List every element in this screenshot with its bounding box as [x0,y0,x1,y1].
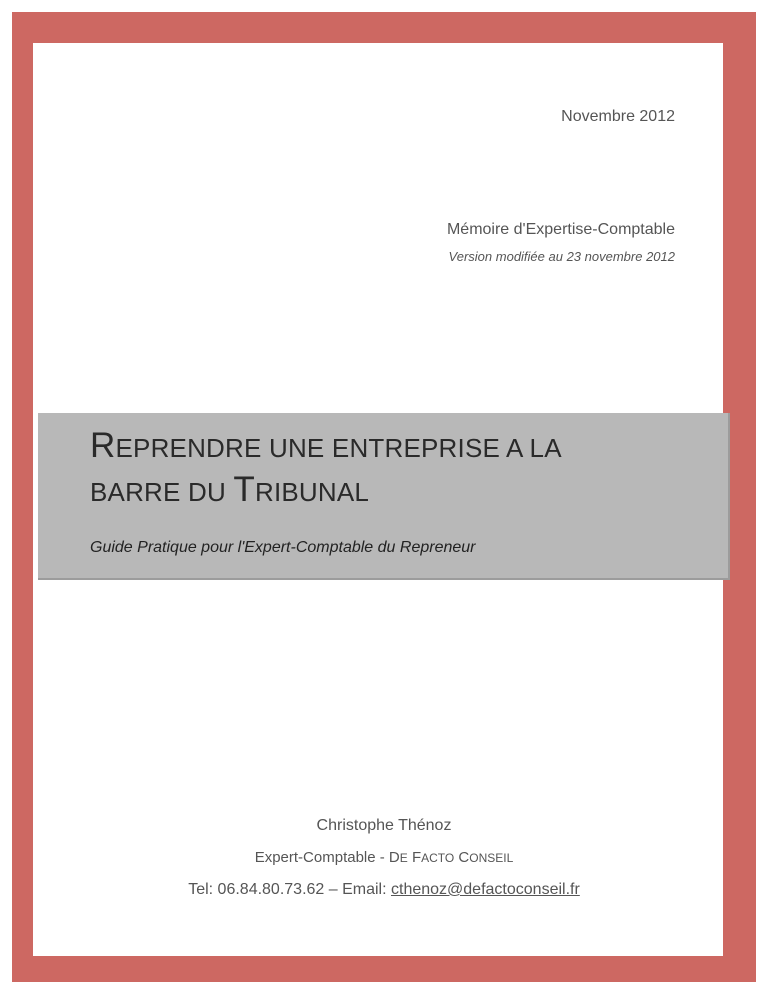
contact-line: Tel: 06.84.80.73.62 – Email: cthenoz@defactoconseil.fr [188,881,580,898]
author-block [38,813,730,899]
author-name: Christophe Thénoz [316,817,452,834]
company-name: DE FACTO CONSEIL [388,849,514,866]
document-subtitle: Guide Pratique pour l'Expert-Comptable du Repreneur [90,539,476,556]
document-date: Novembre 2012 [561,108,675,125]
author-role: Expert-Comptable - DE FACTO CONSEIL [254,849,514,866]
title-line-1: REPRENDRE UNE ENTREPRISE A LA [90,426,562,465]
document-type: Mémoire d'Expertise-Comptable [446,221,675,238]
title-band [38,413,730,580]
email-link[interactable]: cthenoz@defactoconseil.fr [391,881,580,898]
document-title [90,425,562,513]
title-line-2: BARRE DU TRIBUNAL [90,470,370,509]
version-note: Version modifiée au 23 novembre 2012 [448,249,675,264]
